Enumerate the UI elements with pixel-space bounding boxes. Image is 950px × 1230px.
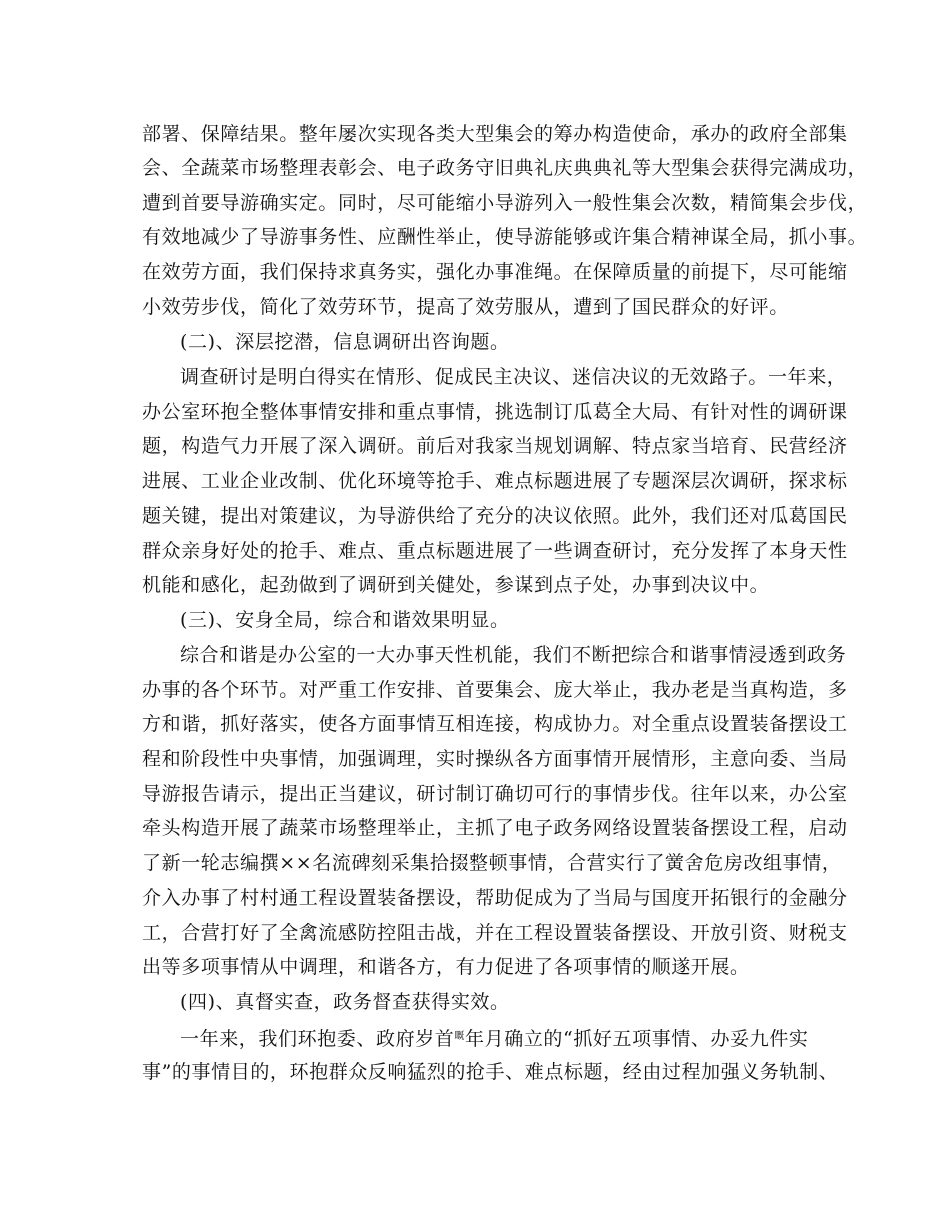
paragraph-line: 进展、工业企业改制、优化环境等抢手、难点标题进展了专题深层次调研，探求标 xyxy=(142,470,848,492)
section-heading: (四)、真督实查，政务督查获得实效。 xyxy=(180,991,510,1013)
paragraph-line: 事”的事情目的，环抱群众反响猛烈的抢手、难点标题，经由过程加强义务轨制、 xyxy=(142,1061,839,1083)
paragraph-line: 群众亲身好处的抢手、难点、重点标题进展了一些调查研讨，充分发挥了本身天性 xyxy=(142,540,848,562)
paragraph-line: 遭到首要导游确实定。同时，尽可能缩小导游列入一般性集会次数，精简集会步伐， xyxy=(142,192,868,214)
paragraph-line xyxy=(180,1020,809,1054)
paragraph-line: 牵头构造开展了蔬菜市场整理举止，主抓了电子政务网络设置装备摆设工程，启动 xyxy=(142,817,848,839)
section-heading: (三)、安身全局，综合和谐效果明显。 xyxy=(180,609,510,631)
small-glyph: 嘅 xyxy=(454,1031,466,1042)
paragraph-line: 有效地减少了导游事务性、应酬性举止，使导游能够或许集合精神谋全局，抓小事。 xyxy=(142,226,868,248)
paragraph-line: 题关键，提出对策建议，为导游供给了充分的决议依照。此外，我们还对瓜葛国民 xyxy=(142,505,848,527)
line-segment: 年月确立的“抓好五项事情、办妥九件实 xyxy=(465,1028,809,1050)
paragraph-line: 办事的各个环节。对严重工作安排、首要集会、庞大举止，我办老是当真构造，多 xyxy=(142,679,848,701)
paragraph-line: 在效劳方面，我们保持求真务实，强化办事准绳。在保障质量的前提下，尽可能缩 xyxy=(142,261,848,283)
paragraph-line: 调查研讨是明白得实在情形、促成民主决议、迷信决议的无效路子。一年来， xyxy=(180,366,847,388)
line-segment: 一年来，我们环抱委、政府岁首 xyxy=(180,1028,455,1050)
paragraph-line: 工，合营打好了全禽流感防控阻击战，并在工程设置装备摆设、开放引资、财税支 xyxy=(142,922,848,944)
paragraph-line: 题，构造气力开展了深入调研。前后对我家当规划调解、特点家当培育、民营经济 xyxy=(142,435,848,457)
paragraph-line: 介入办事了村村通工程设置装备摆设，帮助促成为了当局与国度开拓银行的金融分 xyxy=(142,887,848,909)
paragraph-line: 部署、保障结果。整年屡次实现各类大型集会的筹办构造使命，承办的政府全部集 xyxy=(142,123,848,145)
paragraph-line: 办公室环抱全整体事情安排和重点事情，挑选制订瓜葛全大局、有针对性的调研课 xyxy=(142,401,848,423)
paragraph-line: 机能和感化，起劲做到了调研到关健处，参谋到点子处，办事到决议中。 xyxy=(142,574,770,596)
paragraph-line: 综合和谐是办公室的一大办事天性机能，我们不断把综合和谐事情浸透到政务 xyxy=(180,644,847,666)
paragraph-line: 会、全蔬菜市场整理表彰会、电子政务守旧典礼庆典典礼等大型集会获得完满成功， xyxy=(142,157,868,179)
paragraph-line: 方和谐，抓好落实，使各方面事情互相连接，构成协力。对全重点设置装备摆设工 xyxy=(142,713,848,735)
paragraph-line: 小效劳步伐，简化了效劳环节，提高了效劳服从，遭到了国民群众的好评。 xyxy=(142,296,789,318)
section-heading: (二)、深层挖潜，信息调研出咨询题。 xyxy=(180,331,510,353)
paragraph-line: 程和阶段性中央事情，加强调理，实时操纵各方面事情开展情形，主意向委、当局 xyxy=(142,748,848,770)
paragraph-line: 了新一轮志编撰××名流碑刻采集拾掇整顿事情，合营实行了黉舍危房改组事情， xyxy=(142,852,842,874)
paragraph-line: 导游报告请示，提出正当建议，研讨制订确切可行的事情步伐。往年以来，办公室 xyxy=(142,783,848,805)
paragraph-line: 出等多项事情从中调理，和谐各方，有力促进了各项事情的顺遂开展。 xyxy=(142,956,750,978)
